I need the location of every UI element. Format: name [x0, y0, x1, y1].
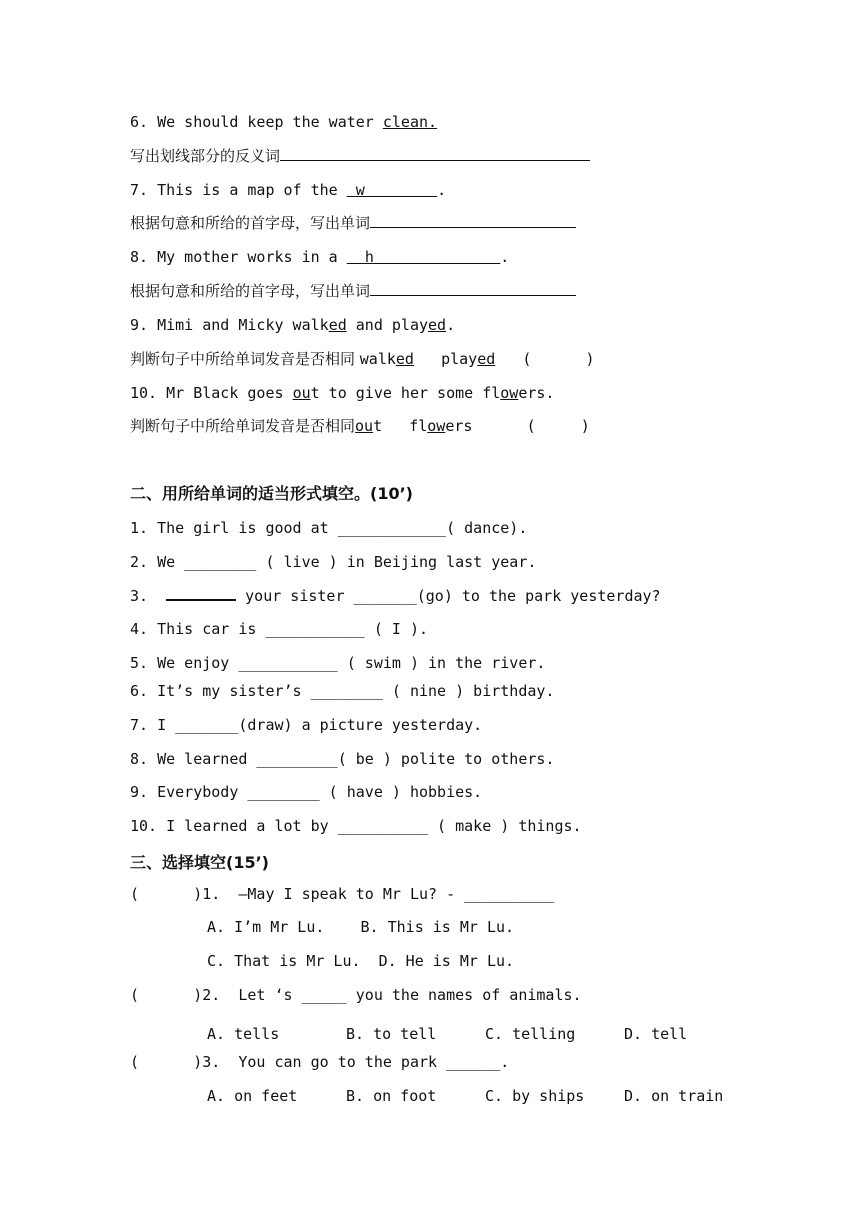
initial-letter-blank: w	[355, 181, 365, 199]
choice-3-option-a: A. on feet	[207, 1087, 298, 1105]
question-8: 8. My mother works in a h .	[130, 248, 510, 266]
fill-question-8: 8. We learned _________( be ) polite to others.	[130, 750, 555, 768]
section-2-heading: 二、用所给单词的适当形式填空。(10’)	[130, 484, 413, 503]
choice-2-option-c: C. telling	[485, 1025, 576, 1043]
fill-question-6: 6. It’s my sister’s ________ ( nine ) birthday.	[130, 682, 555, 700]
fill-question-10: 10. I learned a lot by __________ ( make ) things.	[130, 817, 582, 835]
fill-question-5: 5. We enjoy ___________ ( swim ) in the river.	[130, 654, 546, 672]
question-7-instruction: 根据句意和所给的首字母，写出单词	[130, 213, 576, 233]
underlined-word: clean.	[382, 113, 438, 131]
answer-blank[interactable]	[166, 585, 236, 601]
question-9-instruction: 判断句子中所给单词发音是否相同 walked played ( )	[130, 350, 595, 368]
fill-question-3: 3. your sister _______(go) to the park yesterday?	[130, 587, 661, 605]
question-7: 7. This is a map of the w .	[130, 181, 447, 199]
question-10-instruction: 判断句子中所给单词发音是否相同out flowers ( )	[130, 417, 590, 435]
question-6: 6. We should keep the water clean.	[130, 113, 438, 131]
question-10: 10. Mr Black goes out to give her some flowers.	[130, 384, 555, 402]
question-9: 9. Mimi and Micky walked and played.	[130, 316, 456, 334]
choice-3-option-d: D. on train	[624, 1087, 724, 1105]
answer-paren[interactable]: ( )	[522, 350, 595, 368]
answer-blank[interactable]	[370, 281, 576, 296]
section-3-heading: 三、选择填空(15’)	[130, 853, 269, 872]
fill-question-4: 4. This car is ___________ ( I ).	[130, 620, 429, 638]
choice-3-option-b: B. on foot	[346, 1087, 437, 1105]
fill-question-7: 7. I _______(draw) a picture yesterday.	[130, 716, 483, 734]
fill-question-2: 2. We ________ ( live ) in Beijing last year.	[130, 553, 537, 571]
answer-blank[interactable]	[370, 213, 576, 228]
fill-question-9: 9. Everybody ________ ( have ) hobbies.	[130, 783, 483, 801]
initial-letter-blank: h	[364, 248, 374, 266]
choice-question-3: ( )3. You can go to the park ______.	[130, 1053, 510, 1071]
fill-question-1: 1. The girl is good at ____________( dance).	[130, 519, 528, 537]
answer-blank[interactable]	[280, 146, 590, 161]
question-6-instruction: 写出划线部分的反义词	[130, 146, 590, 166]
choice-question-2: ( )2. Let ‘s _____ you the names of animals.	[130, 986, 582, 1004]
choice-1-options-ab: A. I’m Mr Lu. B. This is Mr Lu.	[207, 918, 515, 936]
choice-2-option-d: D. tell	[624, 1025, 688, 1043]
choice-question-1: ( )1. –May I speak to Mr Lu? - __________	[130, 885, 555, 903]
question-8-instruction: 根据句意和所给的首字母，写出单词	[130, 281, 576, 301]
choice-3-option-c: C. by ships	[485, 1087, 585, 1105]
answer-paren[interactable]: ( )	[526, 417, 590, 435]
choice-1-options-cd: C. That is Mr Lu. D. He is Mr Lu.	[207, 952, 515, 970]
choice-2-option-a: A. tells	[207, 1025, 280, 1043]
choice-2-option-b: B. to tell	[346, 1025, 437, 1043]
